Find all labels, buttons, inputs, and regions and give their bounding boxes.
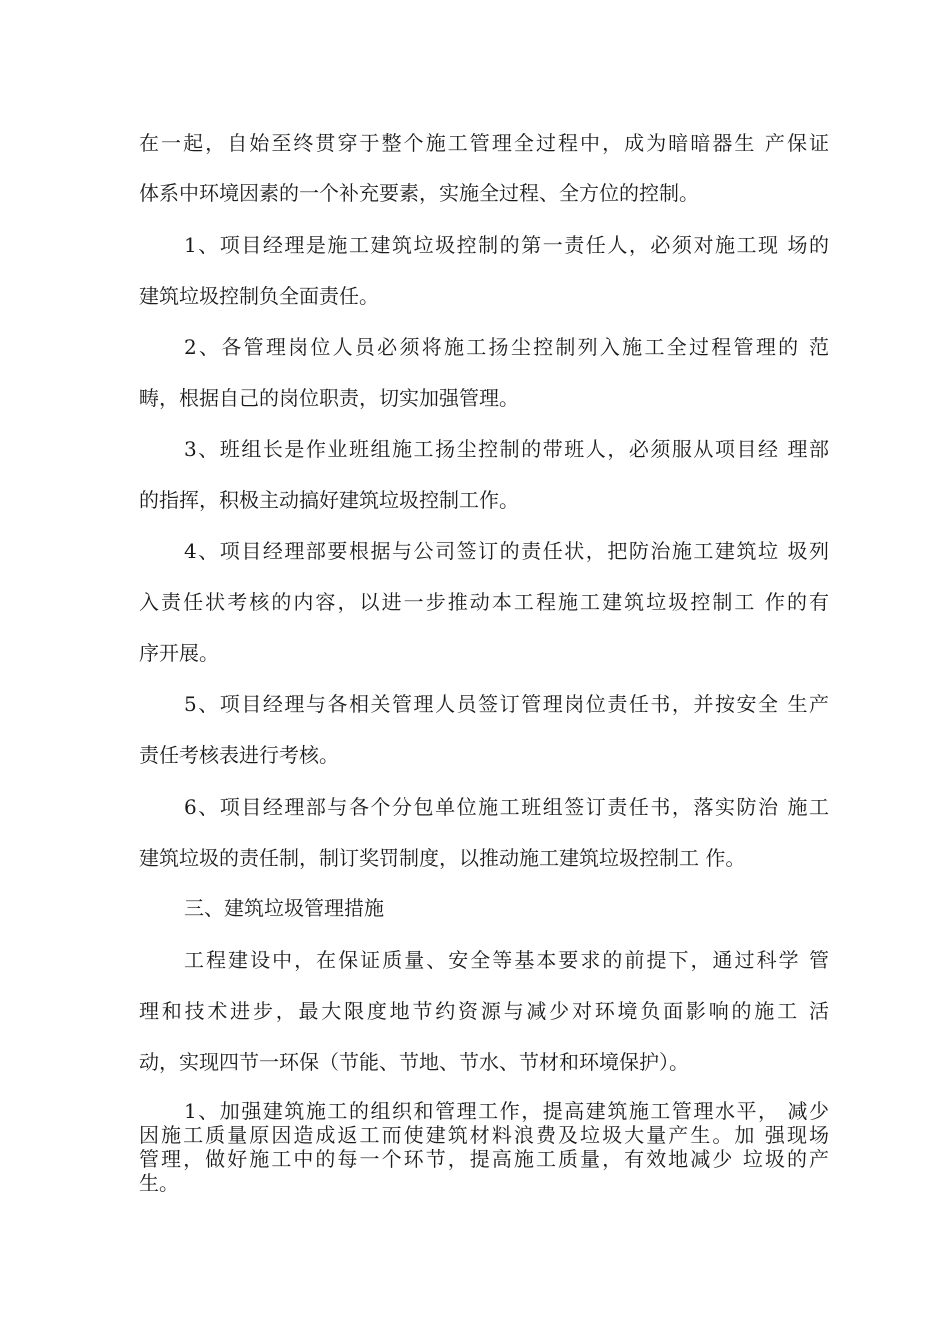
text-line: 因施工质量原因造成返工而使建筑材料浪费及垃圾大量产生。加 强现场	[139, 1123, 829, 1147]
text-line: 生。	[139, 1171, 179, 1195]
text-line: 理和技术进步，最大限度地节约资源与减少对环境负面影响的施工 活	[139, 999, 829, 1023]
text-line: 管理，做好施工中的每一个环节，提高施工质量，有效地减少 垃圾的产	[139, 1147, 829, 1171]
text-line: 动，实现四节一环保（节能、节地、节水、节材和环境保护）。	[139, 1050, 689, 1074]
text-line: 入责任状考核的内容，以进一步推动本工程施工建筑垃圾控制工 作的有	[139, 590, 829, 614]
text-line: 序开展。	[139, 641, 219, 665]
section-heading: 三、建筑垃圾管理措施	[184, 896, 384, 920]
text-line: 畴，根据自己的岗位职责，切实加强管理。	[139, 386, 519, 410]
text-line: 建筑垃圾的责任制，制订奖罚制度，以推动施工建筑垃圾控制工 作。	[139, 846, 746, 870]
text-line: 建筑垃圾控制负全面责任。	[139, 284, 379, 308]
text-line: 2、各管理岗位人员必须将施工扬尘控制列入施工全过程管理的 范	[184, 335, 829, 359]
text-line: 6、项目经理部与各个分包单位施工班组签订责任书，落实防治 施工	[184, 795, 829, 819]
text-line: 1、项目经理是施工建筑垃圾控制的第一责任人，必须对施工现 场的	[184, 233, 829, 257]
text-line: 5、项目经理与各相关管理人员签订管理岗位责任书，并按安全 生产	[184, 692, 829, 716]
text-line: 工程建设中，在保证质量、安全等基本要求的前提下，通过科学 管	[184, 948, 829, 972]
text-line: 体系中环境因素的一个补充要素，实施全过程、全方位的控制。	[139, 181, 699, 205]
text-line: 4、项目经理部要根据与公司签订的责任状，把防治施工建筑垃 圾列	[184, 539, 829, 563]
text-line: 3、班组长是作业班组施工扬尘控制的带班人，必须服从项目经 理部	[184, 437, 829, 461]
text-line: 1、加强建筑施工的组织和管理工作，提高建筑施工管理水平， 减少	[184, 1099, 829, 1123]
text-line: 责任考核表进行考核。	[139, 743, 339, 767]
text-line: 在一起，自始至终贯穿于整个施工管理全过程中，成为暗暗器生 产保证	[139, 131, 829, 155]
text-line: 的指挥，积极主动搞好建筑垃圾控制工作。	[139, 488, 519, 512]
